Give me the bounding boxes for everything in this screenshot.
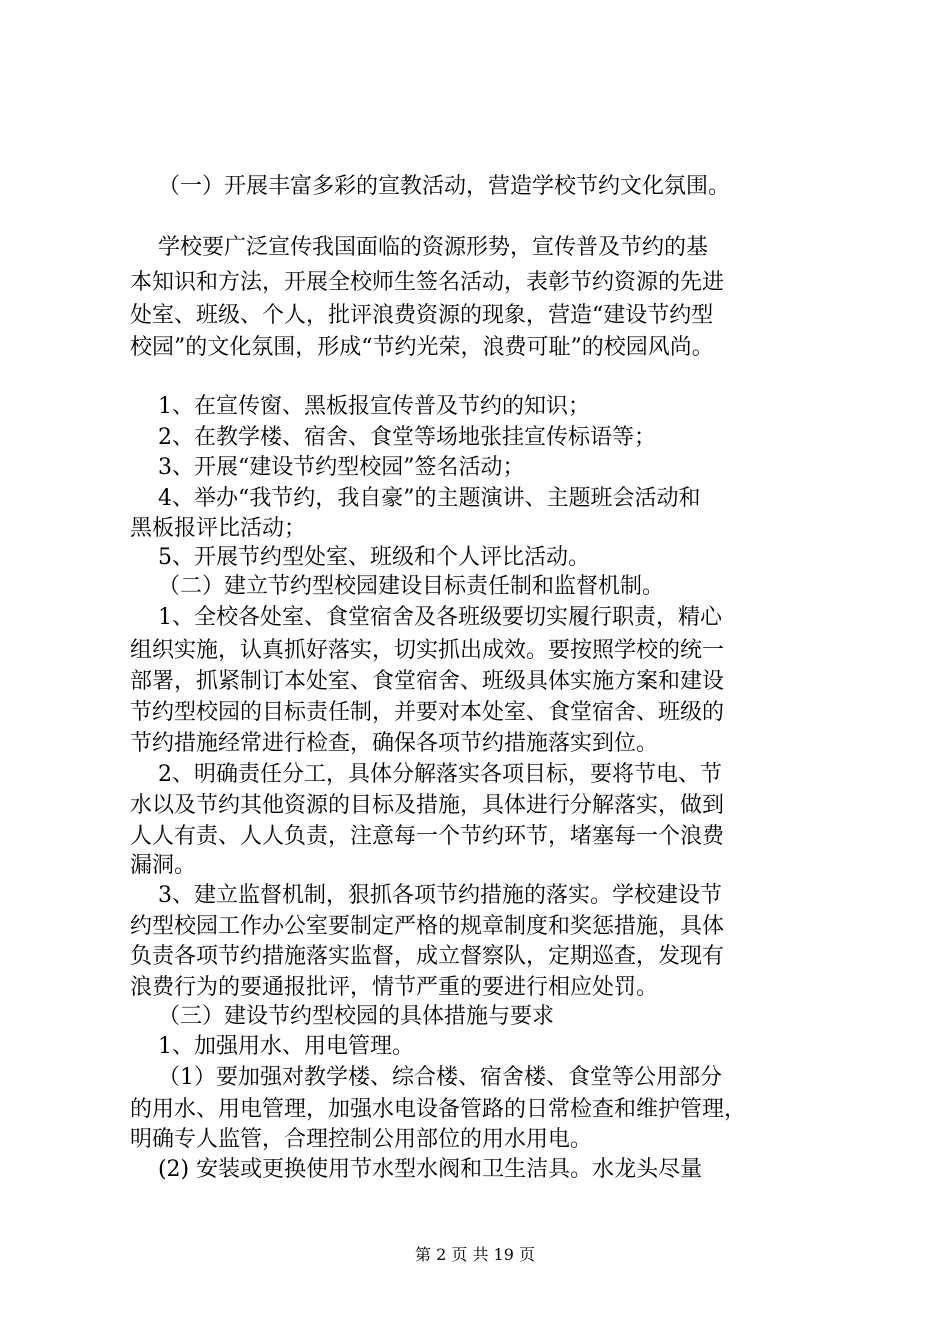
paragraph-line: 1、全校各处室、食堂宿舍及各班级要切实履行职责，精心 [130,605,722,630]
paragraph-line: 2、明确责任分工，具体分解落实各项目标，要将节电、节 [130,762,722,787]
page-number-footer: 第 2 页 共 19 页 [415,1245,535,1264]
paragraph-line: 约型校园工作办公室要制定严格的规章制度和奖惩措施，具体 [130,914,725,939]
paragraph-line: 明确专人监管，合理控制公用部位的用水用电。 [130,1127,593,1152]
section-heading-2: （二）建立节约型校园建设目标责任制和监督机制。 [130,574,664,599]
list-item-continuation: 黑板报评比活动； [130,516,307,541]
list-item: 2、在教学楼、宿舍、食堂等场地张挂宣传标语等； [130,425,656,450]
paragraph-line: 处室、班级、个人，批评浪费资源的现象，营造“建设节约型 [130,303,714,328]
paragraph-line: 水以及节约其他资源的目标及措施，具体进行分解落实，做到 [130,793,725,818]
paragraph-line: 3、建立监督机制，狠抓各项节约措施的落实。学校建设节 [130,883,722,908]
paragraph-line: 校园”的文化氛围，形成“节约光荣，浪费可耻”的校园风尚。 [130,335,714,360]
list-item: 1、在宣传窗、黑板报宣传普及节约的知识； [130,394,590,419]
list-item: 4、举办“我节约，我自豪”的主题演讲、主题班会活动和 [130,486,701,511]
section-heading-1: （一）开展丰富多彩的宣教活动，营造学校节约文化氛围。 [130,174,730,199]
paragraph-line: 节约型校园的目标责任制，并要对本处室、食堂宿舍、班级的 [130,700,725,725]
paragraph-line: 1、加强用水、用电管理。 [130,1034,414,1059]
paragraph-line: 负责各项节约措施落实监督，成立督察队，定期巡查，发现有 [130,944,725,969]
paragraph-line: 学校要广泛宣传我国面临的资源形势，宣传普及节约的基 [130,235,708,260]
paragraph-line: 节约措施经常进行检查，确保各项节约措施落实到位。 [130,731,659,756]
paragraph-line: （1）要加强对教学楼、综合楼、宿舍楼、食堂等公用部分 [130,1065,722,1090]
paragraph-line: 部署，抓紧制订本处室、食堂宿舍、班级具体实施方案和建设 [130,669,725,694]
paragraph-line: 漏洞。 [130,853,197,878]
paragraph-line: 浪费行为的要通报批评，情节严重的要进行相应处罚。 [130,975,659,1000]
paragraph-line: 的用水、用电管理，加强水电设备管路的日常检查和维护管理， [130,1097,747,1122]
paragraph-line: 组织实施，认真抓好落实，切实抓出成效。要按照学校的统一 [130,638,725,663]
list-item: 5、开展节约型处室、班级和个人评比活动。 [130,545,590,570]
section-heading-3: （三）建设节约型校园的具体措施与要求 [130,1004,554,1029]
paragraph-line: 人人有责、人人负责，注意每一个节约环节，堵塞每一个浪费 [130,824,725,849]
list-item: 3、开展“建设节约型校园”签名活动； [130,455,525,480]
paragraph-line: (2) 安装或更换使用节水型水阀和卫生洁具。水龙头尽量 [130,1157,703,1182]
paragraph-line: 本知识和方法，开展全校师生签名活动，表彰节约资源的先进 [130,270,725,295]
